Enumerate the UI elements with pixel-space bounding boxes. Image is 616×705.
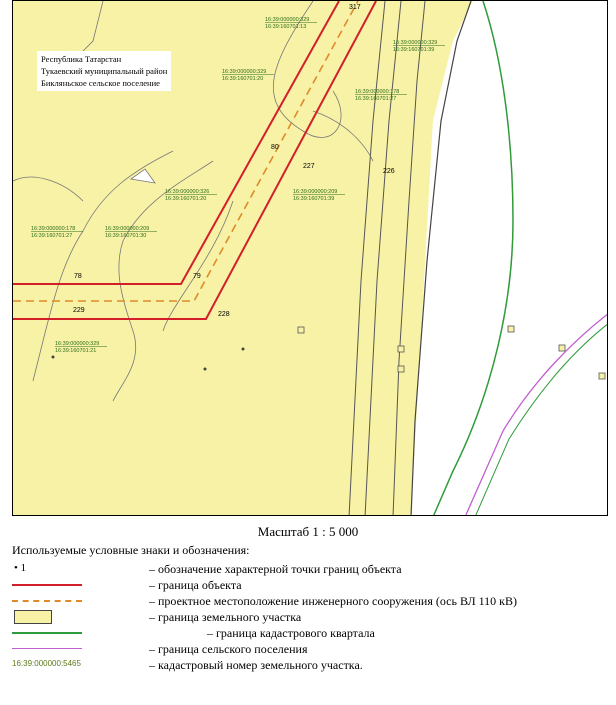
scale-caption: Масштаб 1 : 5 000 bbox=[257, 524, 359, 539]
structure-square bbox=[398, 346, 404, 352]
structure-square bbox=[298, 327, 304, 333]
red-line-symbol bbox=[12, 584, 82, 586]
legend-symbol bbox=[12, 625, 122, 641]
structure-square bbox=[559, 345, 565, 351]
marker-dot bbox=[242, 348, 245, 351]
point-label: 226 bbox=[383, 168, 395, 175]
legend-item-parcel bbox=[12, 609, 612, 625]
point-label: 80 bbox=[271, 144, 279, 151]
cadastral-number-label: 16:39:160701:39 bbox=[293, 196, 335, 202]
cadastral-number-label: 16:39:000000:326 bbox=[165, 189, 210, 195]
admin-line: Тукаевский муниципальный район bbox=[41, 66, 168, 76]
legend-text: – граница сельского поселения bbox=[149, 642, 308, 656]
cadastral-number-label: 16:39:000000:329 bbox=[55, 341, 100, 347]
legend-symbol bbox=[12, 577, 122, 593]
point-symbol: • 1 bbox=[14, 562, 27, 574]
point-label: 317 bbox=[349, 4, 361, 11]
legend-item-settlement bbox=[12, 641, 612, 657]
legend-text: – граница кадастрового квартала bbox=[207, 626, 375, 640]
legend-item-quarter bbox=[12, 625, 612, 641]
marker-dot bbox=[204, 368, 207, 371]
marker-dot bbox=[52, 356, 55, 359]
cadastral-number-label: 16:39:160701:30 bbox=[105, 233, 147, 239]
structure-square bbox=[398, 366, 404, 372]
structure-square bbox=[599, 373, 605, 379]
cadastral-number-label: 16:39:160701:20 bbox=[222, 76, 264, 82]
legend-symbol bbox=[12, 657, 122, 673]
legend-text: – граница объекта bbox=[149, 578, 242, 592]
point-label: 229 bbox=[73, 307, 85, 314]
admin-line: Бикляньское сельское поселение bbox=[41, 78, 160, 88]
cadastral-number-label: 16:39:000000:178 bbox=[355, 89, 400, 95]
cadastral-number-label: 16:39:160701:13 bbox=[265, 24, 307, 30]
cadastral-number-label: 16:39:160701:21 bbox=[55, 348, 97, 354]
cadastral-number-label: 16:39:000000:209 bbox=[105, 226, 150, 232]
cadastral-number-label: 16:39:160701:27 bbox=[355, 96, 397, 102]
legend-item-projected-axis bbox=[12, 593, 612, 609]
cadastral-number-label: 16:39:160701:20 bbox=[165, 196, 207, 202]
cadastral-number-label: 16:39:000000:329 bbox=[222, 69, 267, 75]
map-view[interactable] bbox=[12, 0, 608, 516]
point-label: 227 bbox=[303, 163, 315, 170]
legend-symbol bbox=[12, 561, 122, 577]
purple-line-symbol bbox=[12, 648, 82, 649]
dashed-line-symbol bbox=[12, 600, 82, 602]
admin-line: Республика Татарстан bbox=[41, 54, 122, 64]
legend-symbol bbox=[12, 609, 122, 625]
cadastral-number-label: 16:39:160701:39 bbox=[393, 47, 435, 53]
legend-symbol bbox=[12, 593, 122, 609]
parcel-box-symbol bbox=[14, 610, 52, 624]
legend-symbol bbox=[12, 641, 122, 657]
legend-text: – обозначение характерной точки границ объекта bbox=[149, 562, 402, 576]
legend-text: – проектное местоположение инженерного сооружения (ось ВЛ 110 кВ) bbox=[149, 594, 518, 608]
cadastral-number-label: 16:39:000000:178 bbox=[31, 226, 76, 232]
green-line-symbol bbox=[12, 632, 82, 634]
point-label: 79 bbox=[193, 273, 201, 280]
structure-square bbox=[508, 326, 514, 332]
legend-title: Используемые условные знаки и обозначения: bbox=[12, 543, 250, 557]
legend-text: – кадастровый номер земельного участка. bbox=[149, 658, 363, 672]
legend-item-object-boundary bbox=[12, 577, 612, 593]
cadastral-number-label: 16:39:000000:329 bbox=[265, 17, 310, 23]
cadastral-number-label: 16:39:000000:209 bbox=[293, 189, 338, 195]
point-label: 78 bbox=[74, 273, 82, 280]
admin-label bbox=[37, 51, 171, 91]
point-label: 228 bbox=[218, 311, 230, 318]
legend-item-cadastral bbox=[12, 657, 612, 673]
cadastral-number-label: 16:39:000000:329 bbox=[393, 40, 438, 46]
legend-text: – граница земельного участка bbox=[149, 610, 302, 624]
cadastral-number-label: 16:39:160701:27 bbox=[31, 233, 73, 239]
legend-item-point bbox=[12, 561, 612, 577]
cadastral-symbol: 16:39:000000:5465 bbox=[12, 659, 81, 668]
